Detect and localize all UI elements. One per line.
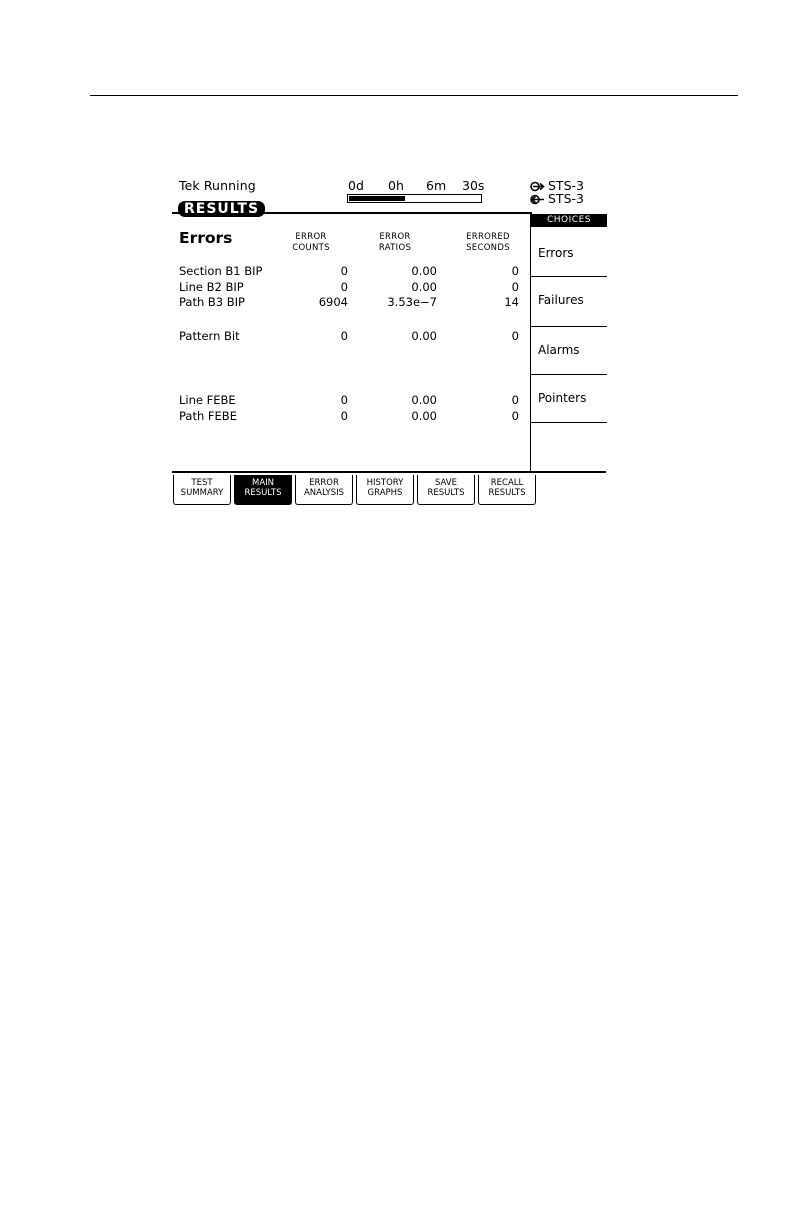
error-ratio: 3.53e−7 <box>387 295 437 309</box>
table-row <box>179 329 519 344</box>
error-count: 0 <box>340 280 348 294</box>
choice-alarms[interactable] <box>531 327 607 375</box>
test-progress-bar <box>347 194 482 203</box>
elapsed-hours: 0h <box>388 178 404 193</box>
errored-seconds: 0 <box>511 264 519 278</box>
table-row <box>179 280 519 295</box>
softkey-error-analysis[interactable]: ERROR ANALYSIS <box>295 475 353 505</box>
row-label: Path B3 BIP <box>179 295 245 309</box>
softkey-test-summary[interactable]: TEST SUMMARY <box>173 475 231 505</box>
error-ratio: 0.00 <box>411 280 437 294</box>
error-count: 0 <box>340 264 348 278</box>
error-ratio: 0.00 <box>411 329 437 343</box>
table-row <box>179 393 519 408</box>
page-header-rule <box>90 95 738 96</box>
softkey-history-graphs[interactable]: HISTORY GRAPHS <box>356 475 414 505</box>
column-header-error-counts: ERROR COUNTS <box>292 232 330 253</box>
test-progress-fill <box>349 196 405 201</box>
softkey-main-results[interactable]: MAIN RESULTS <box>234 475 292 505</box>
row-label: Line FEBE <box>179 393 236 407</box>
receive-port <box>530 192 584 205</box>
transmit-port-icon <box>530 181 546 192</box>
choice-label: Failures <box>538 293 584 307</box>
error-count: 6904 <box>318 295 348 309</box>
error-ratio: 0.00 <box>411 264 437 278</box>
results-mode-tab: RESULTS <box>178 201 265 217</box>
row-label: Section B1 BIP <box>179 264 263 278</box>
errored-seconds: 0 <box>511 393 519 407</box>
choice-pointers[interactable] <box>531 375 607 423</box>
errored-seconds: 0 <box>511 280 519 294</box>
run-state-label: Running <box>203 178 256 193</box>
section-title: Errors <box>179 229 233 247</box>
elapsed-minutes: 6m <box>426 178 447 193</box>
softkey-save-results[interactable]: SAVE RESULTS <box>417 475 475 505</box>
softkey-recall-results[interactable]: RECALL RESULTS <box>478 475 536 505</box>
error-ratio: 0.00 <box>411 393 437 407</box>
choice-errors[interactable] <box>531 227 607 277</box>
choice-label: Pointers <box>538 391 587 405</box>
choices-header: CHOICES <box>531 214 607 227</box>
brand-label: Tek <box>179 178 200 193</box>
table-row <box>179 264 519 279</box>
instrument-status <box>179 178 256 193</box>
elapsed-time <box>348 178 488 194</box>
table-row <box>179 409 519 424</box>
receive-signal-label: STS-3 <box>548 191 584 206</box>
errored-seconds: 0 <box>511 329 519 343</box>
error-count: 0 <box>340 329 348 343</box>
column-header-error-ratios: ERROR RATIOS <box>378 232 412 253</box>
errored-seconds: 14 <box>504 295 519 309</box>
transmit-signal-label: STS-3 <box>548 178 584 193</box>
error-count: 0 <box>340 409 348 423</box>
choices-panel <box>530 214 607 471</box>
choice-label: Alarms <box>538 343 580 357</box>
receive-port-icon <box>530 194 546 205</box>
table-row <box>179 295 519 310</box>
error-ratio: 0.00 <box>411 409 437 423</box>
row-label: Path FEBE <box>179 409 237 423</box>
softkey-divider <box>172 471 606 473</box>
row-label: Pattern Bit <box>179 329 240 343</box>
elapsed-days: 0d <box>348 178 364 193</box>
elapsed-seconds: 30s <box>462 178 485 193</box>
error-count: 0 <box>340 393 348 407</box>
instrument-screen <box>172 176 606 508</box>
choice-failures[interactable] <box>531 277 607 327</box>
errored-seconds: 0 <box>511 409 519 423</box>
column-header-errored-seconds: ERRORED SECONDS <box>466 232 510 253</box>
choice-label: Errors <box>538 246 574 260</box>
row-label: Line B2 BIP <box>179 280 244 294</box>
